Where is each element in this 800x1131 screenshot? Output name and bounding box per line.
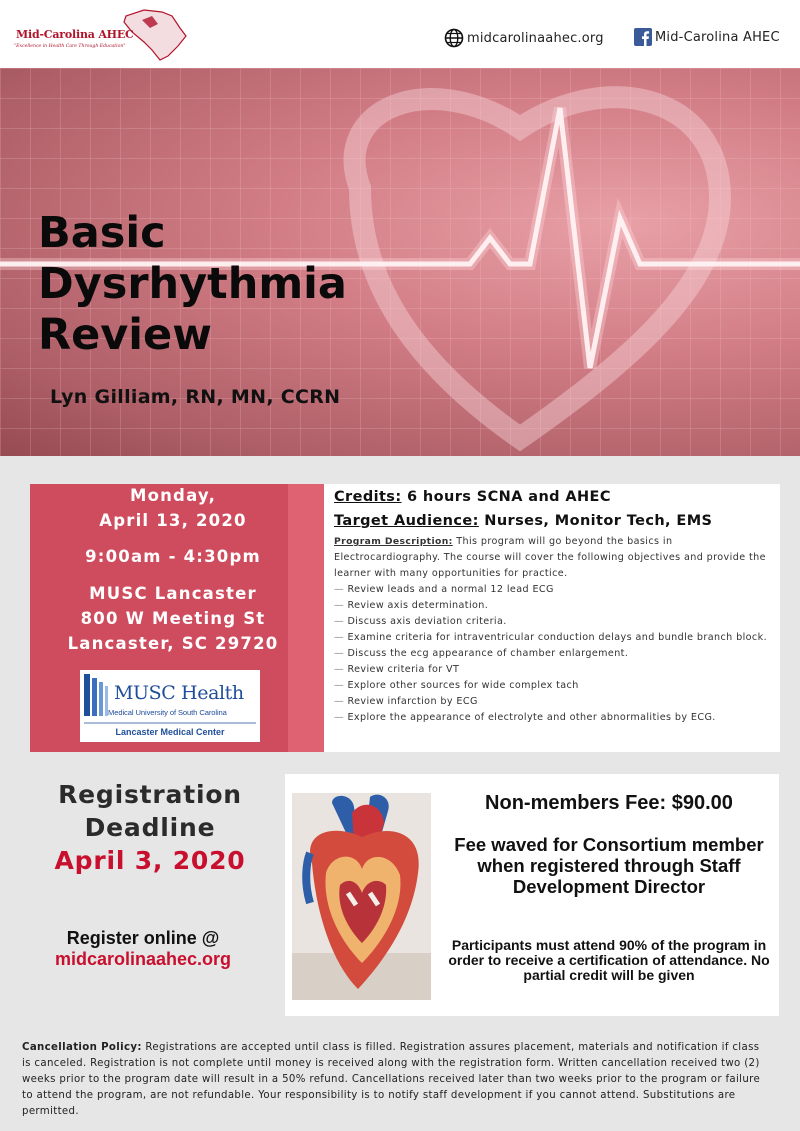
register-online [30, 928, 256, 970]
heart-model-image [292, 793, 431, 1000]
event-date: April 13, 2020 [99, 511, 247, 530]
registration-deadline [30, 778, 270, 877]
list-item: — Discuss the ecg appearance of chamber enlargement. [334, 646, 770, 662]
list-item: — Review infarction by ECG [334, 694, 770, 710]
title-line-3: Review [38, 310, 212, 360]
registration-line-1: Registration [58, 780, 242, 809]
musc-health-logo [80, 670, 260, 742]
list-item: — Review criteria for VT [334, 662, 770, 678]
register-online-label: Register online @ [66, 928, 220, 948]
list-item: — Review axis determination. [334, 598, 770, 614]
objectives-list [334, 582, 770, 726]
list-item: — Explore the appearance of electrolyte and other abnormalities by ECG. [334, 710, 770, 726]
speaker-name: Lyn Gilliam, RN, MN, CCRN [50, 386, 341, 408]
logo-org-name: Mid-Carolina AHEC [16, 28, 134, 41]
description-label: Program Description: [334, 536, 453, 547]
program-details-panel [324, 484, 780, 752]
facebook-text: Mid-Carolina AHEC [655, 29, 780, 45]
page-title [38, 208, 347, 361]
nonmember-fee: Non-members Fee: $90.00 [485, 792, 733, 814]
cancellation-label: Cancellation Policy: [22, 1042, 142, 1053]
musc-logo-name: MUSC Health [114, 682, 244, 704]
credits-label: Credits: [334, 489, 402, 505]
mid-carolina-ahec-logo[interactable] [10, 4, 192, 64]
list-item: — Examine criteria for intraventricular conduction delays and bundle branch block. [334, 630, 770, 646]
event-venue: MUSC Lancaster [89, 584, 257, 603]
event-info-section [30, 484, 780, 752]
logo-tagline: "Excellence in Health Care Through Education" [14, 44, 126, 49]
title-line-1: Basic [38, 208, 166, 258]
registration-deadline-date: April 3, 2020 [54, 846, 246, 875]
musc-logo-subtitle: Medical University of South Carolina [108, 708, 227, 717]
audience-label: Target Audience: [334, 513, 479, 529]
website-link[interactable] [444, 28, 604, 48]
musc-logo-center: Lancaster Medical Center [115, 727, 225, 737]
facebook-link[interactable] [634, 28, 780, 46]
globe-icon [444, 28, 464, 48]
header [0, 0, 800, 68]
event-street: 800 W Meeting St [80, 609, 266, 628]
event-city: Lancaster, SC 29720 [67, 634, 279, 653]
website-text: midcarolinaahec.org [467, 30, 604, 46]
list-item: — Explore other sources for wide complex tach [334, 678, 770, 694]
audience-line [334, 513, 770, 529]
register-online-link[interactable]: midcarolinaahec.org [54, 949, 232, 969]
registration-line-2: Deadline [84, 813, 216, 842]
event-details-panel [30, 484, 324, 752]
list-item: — Discuss axis deviation criteria. [334, 614, 770, 630]
credits-line [334, 489, 770, 505]
facebook-icon [634, 28, 652, 46]
attendance-requirement: Participants must attend 90% of the program in order to receive a certification of attendance. No partial credit will be given [448, 937, 770, 983]
fee-panel [285, 774, 779, 1016]
title-line-2: Dysrhythmia [38, 259, 347, 309]
consortium-fee-note: Fee waved for Consortium member when registered through Staff Development Director [454, 834, 764, 897]
cancellation-policy [22, 1040, 762, 1120]
anatomical-heart-icon [292, 793, 431, 1000]
cancellation-text: Registrations are accepted until class is filled. Registration assures placement, materials and notification if class is canceled. Registration is not complete until money is received along with the registration form. Written cancellation received two (2) weeks prior to the program date will result in a 50% refund. Cancellations received later than two weeks prior to the program or failure to attend the program, are not refundable. Your responsibility is to notify staff development if you cannot attend. Substitutions are permitted. [22, 1042, 761, 1117]
credits-value: 6 hours SCNA and AHEC [401, 489, 611, 505]
event-time: 9:00am - 4:30pm [85, 547, 261, 566]
event-day: Monday, [129, 486, 217, 505]
program-description [334, 534, 770, 582]
audience-value: Nurses, Monitor Tech, EMS [478, 513, 713, 529]
list-item: — Review leads and a normal 12 lead ECG [334, 582, 770, 598]
hero-banner [0, 68, 800, 456]
description-text: This program will go beyond the basics in Electrocardiography. The course will cover the following objectives and provide the learner with many opportunities for practice. [334, 536, 766, 579]
